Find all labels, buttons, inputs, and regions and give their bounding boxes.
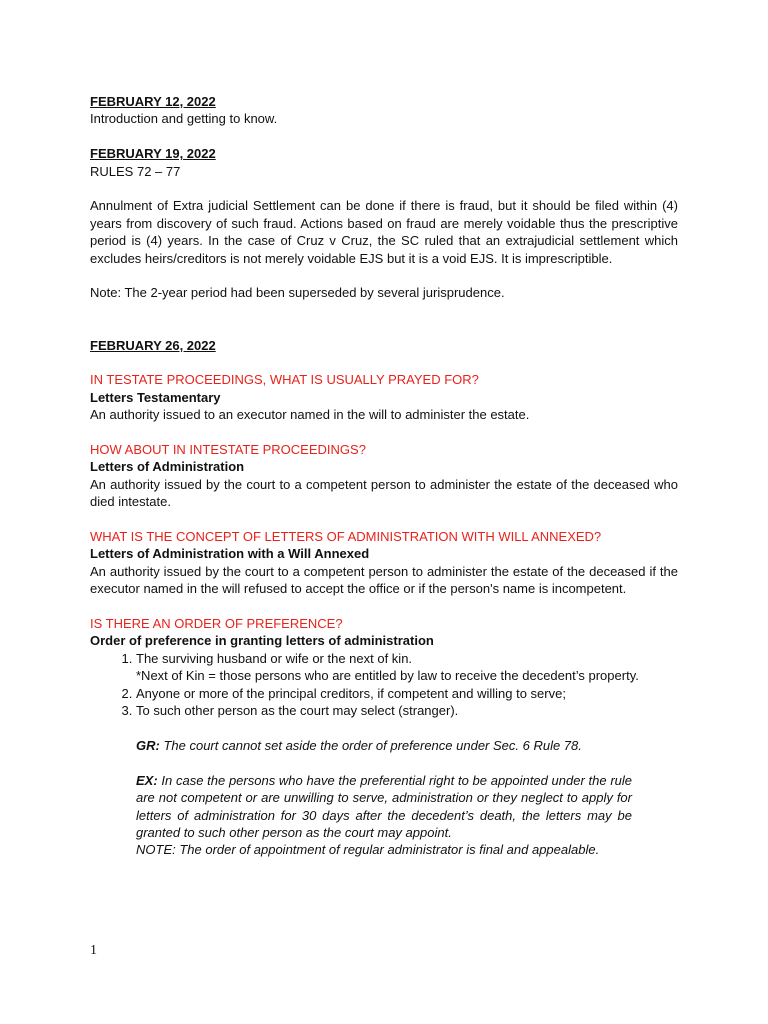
annulment-paragraph: Annulment of Extra judicial Settlement can be done if there is fraud, but it should be filed within (4) years from discovery of such fraud. Actions based on fraud are merely voidable thus the prescriptive period is (4) years. In the case of Cruz v Cruz, the SC ruled that an extrajudicial settlement which excludes heirs/creditors is not merely voidable EJS but it is a void EJS. It is imprescriptible. [90,198,678,266]
page-number: 1 [90,943,97,958]
question-testate: IN TESTATE PROCEEDINGS, WHAT IS USUALLY PRAYED FOR? [90,372,479,388]
question-order-preference: IS THERE AN ORDER OF PREFERENCE? [90,616,343,632]
list-item-text: To such other person as the court may select (stranger). [136,703,459,719]
answer-intestate: An authority issued by the court to a competent person to administer the estate of the deceased who died intestate. [90,476,678,510]
date-heading-feb12: FEBRUARY 12, 2022 [90,94,216,109]
list-item [136,702,678,719]
list-item-text: Anyone or more of the principal creditors, if competent and willing to serve; [136,685,566,701]
question-will-annexed: WHAT IS THE CONCEPT OF LETTERS OF ADMINISTRATION WITH WILL ANNEXED? [90,529,602,545]
general-rule [136,737,632,754]
answer-will-annexed: An authority issued by the court to a competent person to administer the estate of the deceased if the executor named in the will refused to accept the office or if the person's name is incompetent. [90,563,678,597]
heading-will-annexed: Letters of Administration with a Will Annexed [90,546,370,562]
heading-letters-testamentary: Letters Testamentary [90,389,221,405]
list-item [136,685,678,702]
gr-label: GR: [136,737,160,753]
ex-label: EX: [136,772,158,788]
rules-label: RULES 72 – 77 [90,163,181,179]
next-of-kin-note: *Next of Kin = those persons who are entitled by law to receive the decedent’s property. [136,668,639,684]
gr-text: The court cannot set aside the order of preference under Sec. 6 Rule 78. [159,737,582,753]
answer-testate: An authority issued to an executor named in the will to administer the estate. [90,407,530,423]
exception [136,772,632,842]
date-heading-feb26: FEBRUARY 26, 2022 [90,337,216,353]
document-body [90,93,678,859]
list-item-text: The surviving husband or wife or the next of kin. [136,650,413,666]
final-note: NOTE: The order of appointment of regular administrator is final and appealable. [136,842,600,858]
question-intestate: HOW ABOUT IN INTESTATE PROCEEDINGS? [90,442,366,458]
list-item [136,650,678,685]
feb12-text: Introduction and getting to know. [90,111,278,127]
jurisprudence-note: Note: The 2-year period had been superseded by several jurisprudence. [90,285,505,301]
heading-order-preference: Order of preference in granting letters of administration [90,633,434,649]
ex-text: In case the persons who have the preferential right to be appointed under the rule are not competent or are unwilling to serve, administration or they neglect to apply for letters of administration for 30 days after the decedent’s death, the letters may be granted to such other person as the court may appoint. [136,772,632,840]
preference-list [90,650,678,720]
heading-letters-administration: Letters of Administration [90,459,245,475]
date-heading-feb19: FEBRUARY 19, 2022 [90,146,216,162]
